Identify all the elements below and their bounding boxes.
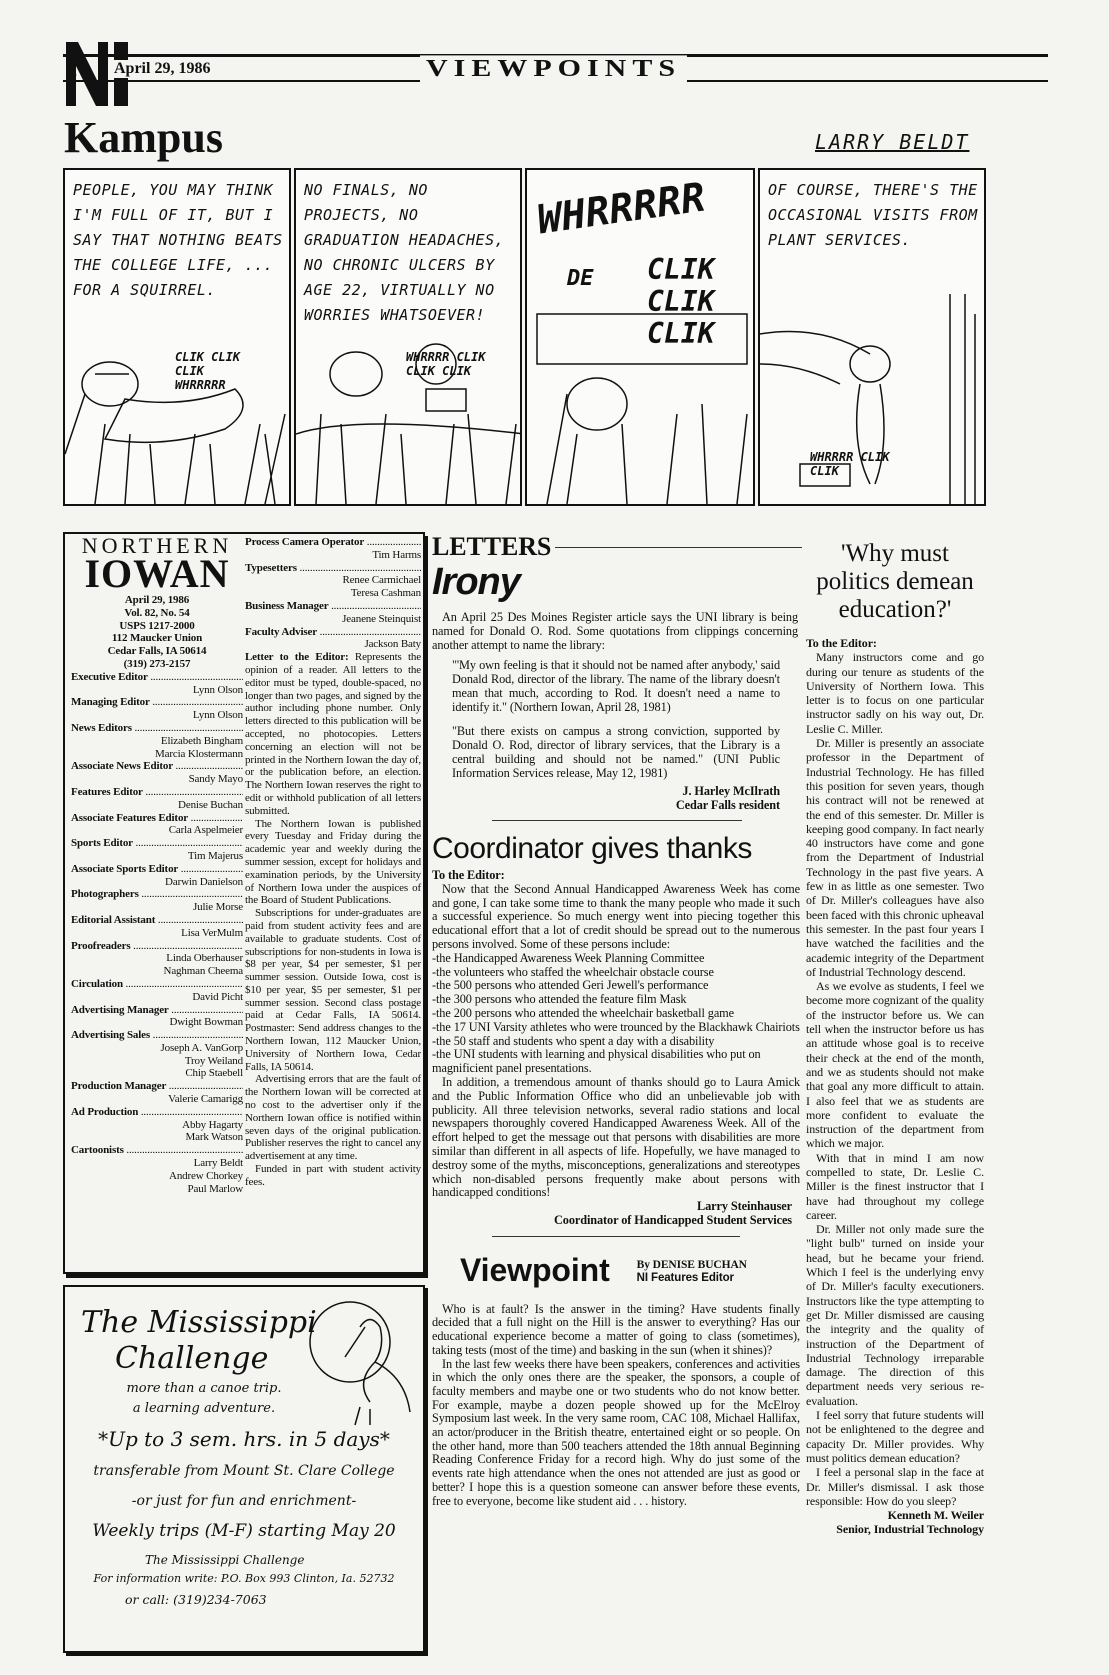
staff-name: Dwight Bowman bbox=[169, 1016, 243, 1029]
staff-name: Lisa VerMulm bbox=[181, 926, 243, 939]
viewpoint-header bbox=[432, 1251, 800, 1289]
staff-name: Linda Oberhauser bbox=[166, 952, 243, 965]
staff-name: Darwin Danielson bbox=[165, 875, 243, 888]
divider bbox=[492, 1236, 740, 1237]
letter-author: Larry Steinhauser bbox=[697, 1199, 792, 1214]
ad-fun: -or just for fun and enrichment- bbox=[131, 1493, 357, 1509]
staff-role: Typesetters ..... bbox=[245, 562, 421, 575]
ad-phone: or call: (319)234-7063 bbox=[125, 1592, 267, 1607]
staff-role: Executive Editor ..... bbox=[71, 671, 243, 684]
staff-role: Sports Editor ..... bbox=[71, 837, 243, 850]
paragraph: With that in mind I am now compelled to state, Dr. Leslie C. Miller is the finest instructor that I have had throughout my college career. bbox=[806, 1150, 984, 1222]
staff-name: Larry Beldt bbox=[193, 1157, 243, 1170]
staff-name: Lynn Olson bbox=[192, 709, 243, 722]
list-item: -the 500 persons who attended Geri Jewell's performance bbox=[432, 978, 709, 993]
staff-role: Advertising Manager ..... bbox=[71, 1004, 243, 1017]
staff-role: Process Camera Operator ..... bbox=[245, 536, 421, 549]
paragraph: Dr. Miller is presently an associate professor in the Department of Industrial Technology. He has filled this position for seven years, though his contract will not be renewed at the end of this semester. Dr. Miller is keeping good company. In fact nearly 40 instructors have come and gone from the Department of Industrial Technology in the past five years. A few in as little as one semester. Two of Dr. Miller's colleagues have also been faced with this chronic upheaval this semester. In the past four years I have watched the facilities and the academic integrity of the Department of Industrial Technology descend. bbox=[806, 736, 984, 979]
subscription-info: Subscriptions for under-graduates are paid from student activity fees and are available to graduate students. Cost of subscriptions for non-students in Iowa is $8 per year, $4 per semester, $1 per summer session. Outside Iowa, cost is $10 per year, $5 per semester, $1 per summer session. Second class postage paid at Cedar Falls, IA 50614. Postmaster: Send address changes to the Northern Iowan, 112 Maucker Union, University of Northern Iowa, Cedar Falls, IA 50614. bbox=[245, 907, 421, 1073]
staff-role: Ad Production ..... bbox=[71, 1106, 243, 1119]
staff-name: Carla Aspelmeier bbox=[168, 824, 243, 837]
policy-label: Letter to the Editor: bbox=[245, 651, 349, 664]
letter-quote: "'My own feeling is that it should not be named after anybody,' said Donald Rod, director of the library. The name of the library doesn't mean that much, according to Rod. It doesn't need a name to identify it." (Northern Iowan, April 28, 1981) bbox=[452, 658, 780, 714]
staff-name: Jackson Baty bbox=[364, 638, 421, 651]
staff-name: Naghman Cheema bbox=[163, 965, 243, 978]
info-line: Cedar Falls, IA 50614 bbox=[107, 645, 207, 658]
staff-name: Tim Harms bbox=[372, 548, 421, 561]
sound-effect: WHRRRRR bbox=[534, 174, 708, 244]
staff-name: Abby Hagarty bbox=[182, 1118, 243, 1131]
staff-role: Editorial Assistant ..... bbox=[71, 914, 243, 927]
divider bbox=[492, 820, 742, 821]
staff-role: Advertising Sales ..... bbox=[71, 1029, 243, 1042]
paragraph: Now that the Second Annual Handicapped Awareness Week has come and gone, I can take some time to thank the many people who made it such a successful experience. So much energy went into piecing together this educational effort that a lot of credit should be spread out to the numerous persons involved. Some of these persons include: bbox=[432, 881, 800, 951]
staff-role: Associate Sports Editor ..... bbox=[71, 863, 243, 876]
byline bbox=[637, 1259, 747, 1285]
ad-tagline-1: more than a canoe trip. bbox=[126, 1381, 282, 1396]
letter-headline: Irony bbox=[432, 561, 520, 603]
ad-org: The Mississippi Challenge bbox=[145, 1553, 305, 1567]
sound-effect: CLIK CLIK CLIK bbox=[647, 253, 715, 350]
staff-role: Business Manager ..... bbox=[245, 600, 421, 613]
info-line: (319) 273-2157 bbox=[123, 657, 191, 670]
letter-author-title: Coordinator of Handicapped Student Services bbox=[553, 1212, 792, 1227]
divider bbox=[555, 547, 802, 548]
ad-title-line-2: Challenge bbox=[115, 1341, 269, 1376]
advertising-errors-info: Advertising errors that are the fault of the Northern Iowan will be corrected at no cost to the advertiser only if the Northern Iowan office is notified within seven days of the original publication. Publisher reserves the right to cancel any advertisement at any time. bbox=[245, 1073, 421, 1163]
staff-role: Features Editor ..... bbox=[71, 786, 243, 799]
section-title: VIEWPOINTS bbox=[420, 55, 687, 82]
staff-name: Marcia Klostermann bbox=[154, 747, 243, 760]
staff-name: Troy Weiland bbox=[184, 1054, 243, 1067]
list-item: -the 17 UNI Varsity athletes who were trounced by the Blackhawk Chairiots bbox=[432, 1019, 800, 1034]
salutation: To the Editor: bbox=[432, 868, 505, 882]
staff-role: News Editors ..... bbox=[71, 722, 243, 735]
staff-list bbox=[245, 536, 421, 651]
info-line: 112 Maucker Union bbox=[111, 632, 203, 645]
ad-contact: For information write: P.O. Box 993 Clinton, Ia. 52732 bbox=[93, 1572, 395, 1585]
staff-list bbox=[71, 671, 243, 1196]
paragraph: I feel sorry that future students will not be enlightened to the degree and capacity Dr. Miller provides. Why must politics demean education? bbox=[806, 1408, 984, 1465]
staff-role: Faculty Adviser ..... bbox=[245, 626, 421, 639]
paper-name: IOWAN bbox=[84, 551, 230, 596]
letter-author-title: Cedar Falls resident bbox=[675, 798, 780, 812]
letter-author: J. Harley McIlrath bbox=[682, 784, 780, 798]
staff-name: Renee Carmichael bbox=[342, 574, 421, 587]
staff-name: Elizabeth Bingham bbox=[160, 734, 243, 747]
squirrel-drawing-icon bbox=[65, 304, 291, 504]
issue-date: April 29, 1986 bbox=[110, 60, 214, 78]
masthead-left-column bbox=[71, 533, 243, 1195]
sound-effect: WHRRRR CLIK CLIK CLIK bbox=[406, 350, 486, 378]
list-item: -the UNI students with learning and physical disabilities who put on magnificient panel presentations. bbox=[432, 1047, 761, 1076]
staff-name: Joseph A. VanGorp bbox=[160, 1041, 243, 1054]
publication-info: The Northern Iowan is published every Tuesday and Friday during the academic year and weekly during the summer session, except for holidays and examination periods, by the University of Northern Iowa under the auspices of the Board of Student Publications. bbox=[245, 817, 421, 907]
salutation: To the Editor: bbox=[806, 636, 877, 650]
page-number: 2 bbox=[68, 60, 77, 80]
byline-title: NI Features Editor bbox=[636, 1271, 734, 1284]
info-line: April 29, 1986 bbox=[124, 594, 190, 606]
staff-name: Julie Morse bbox=[193, 901, 243, 914]
staff-role: Managing Editor ..... bbox=[71, 696, 243, 709]
staff-name: Andrew Chorkey bbox=[169, 1169, 243, 1182]
comic-artist: LARRY BELDT bbox=[815, 130, 970, 154]
speech-text: NO FINALS, NO PROJECTS, NO GRADUATION HEADACHES, NO CHRONIC ULCERS BY AGE 22, VIRTUALLY NO WORRIES WHATSOEVER! bbox=[304, 181, 505, 324]
paragraph: As we evolve as students, I feel we become more cognizant of the quality of the instructor before us. We can tell when the instructor before us has an attitude whose goal is to receive their check at the end of the month, and we as students should not make that goal any more difficult to attain. I also feel that we as students are more confident to evaluate the instruction of the department from which we major. bbox=[806, 979, 984, 1151]
ad-trips: Weekly trips (M-F) starting May 20 bbox=[92, 1521, 396, 1541]
byline-author: By DENISE BUCHAN bbox=[636, 1258, 747, 1271]
speech-text: PEOPLE, YOU MAY THINK I'M FULL OF IT, BUT I SAY THAT NOTHING BEATS THE COLLEGE LIFE, ... FOR A SQUIRREL. bbox=[73, 181, 283, 299]
list-item: -the volunteers who staffed the wheelchair obstacle course bbox=[432, 964, 714, 979]
letter-intro: An April 25 Des Moines Register article says the UNI library is being named for Donald O. Rod. Some quotations from clippings concerning another attempt to name the library: bbox=[432, 610, 798, 652]
staff-role: Associate Features Editor ..... bbox=[71, 812, 243, 825]
policy-text: Represents the opinion of a reader. All letters to the editor must be typed, double-spaced, no longer than two pages, and signed by the author including phone number. Only letters directed to this publication will be accepted, no photocopies. Letters concerning an election will not be printed in the Northern Iowan the day of, or the publication before, an election. The Northern Iowan reserves the right to edit or withhold publication of all letters submitted. bbox=[245, 651, 421, 817]
letter-why-must-politics bbox=[806, 540, 984, 1537]
staff-name: Jeanene Steinquist bbox=[342, 612, 421, 625]
staff-role: Cartoonists ..... bbox=[71, 1144, 243, 1157]
staff-name: Teresa Cashman bbox=[350, 587, 421, 600]
ad-title-line-1: The Mississippi bbox=[81, 1305, 317, 1340]
list-item: -the 50 staff and students who spent a day with a disability bbox=[432, 1033, 715, 1048]
paragraph: Dr. Miller not only made sure the "light bulb" turned on inside your head, but he became your friend. Which I feel is the underlying envy of Dr. Miller's faculty executioners. Instructors like the type attempting to get Dr. Miller dismissed are causing the integrity and the quality of instruction of the Department of Industrial Technology irreparable damage. The direction of this department needs very serious re-evaluation. bbox=[806, 1222, 984, 1408]
list-item: -the 200 persons who attended the wheelchair basketball game bbox=[432, 1005, 734, 1020]
staff-role: Production Manager ..... bbox=[71, 1080, 243, 1093]
letter-policy bbox=[245, 651, 421, 817]
paragraph: In addition, a tremendous amount of thanks should go to Laura Amick and the Public Information Office who did an unbelievable job with publicity. All three television networks, several radio stations and local newspapers thoroughly covered Handicapped Awareness Week. All of the effort helped to get the message out that persons with disabilities are more similar than different in all aspects of life. Hopefully, we have managed to destroy some of the myths, misconceptions, generalizations and stereotypes which non-disabled persons frequently make about persons with handicapped conditions! bbox=[432, 1074, 800, 1200]
sound-effect: CLIK CLIK CLIK WHRRRRR bbox=[175, 350, 241, 392]
staff-role: Photographers ..... bbox=[71, 888, 243, 901]
list-item: -the 300 persons who attended the feature film Mask bbox=[432, 992, 687, 1007]
column-headline: Viewpoint bbox=[460, 1251, 610, 1288]
paper-name-top: NORTHERN bbox=[81, 533, 233, 558]
info-line: USPS 1217-2000 bbox=[119, 619, 195, 632]
paragraph: In the last few weeks there have been speakers, conferences and activities in which the only ones there are the speaker, the sponsors, a couple of faculty members and maybe one or two students who do not know better. For example, maybe a dozen people showed up for the McElroy Symposium last week. In the very same room, CAC 108, Michael Hallifax, an actor/producer in the British theatre, entertained eight or so people. On the other hand, more than 500 teachers attended the 18th annual Beginning Reading Conference Friday for a record high. Why do just some of the events rate high attendance when the ones not attended are just as good or better? I hope this is a question someone can answer before these events, free to everyone, become like student aid . . . history. bbox=[432, 1356, 800, 1508]
staff-role: Associate News Editor ..... bbox=[71, 760, 243, 773]
paragraph: I feel a personal slap in the face at Dr. Miller's dismissal. I ask those responsible: How do you sleep? bbox=[806, 1465, 984, 1508]
middle-column bbox=[432, 532, 802, 1508]
letter-headline: 'Why must politics demean education?' bbox=[816, 540, 974, 623]
letter-author-title: Senior, Industrial Technology bbox=[836, 1522, 984, 1537]
paragraph: Who is at fault? Is the answer in the timing? Have students finally decided that a full night on the Hill is the answer to everything? Has our educational experience become a matter of going to class (sometimes), taking tests (most of the time) and basking in the sun (when it shines)? bbox=[432, 1301, 800, 1357]
staff-name: David Picht bbox=[192, 990, 243, 1003]
staff-name: Paul Marlow bbox=[187, 1182, 243, 1195]
list-item: -the Handicapped Awareness Week Planning Committee bbox=[432, 950, 705, 965]
masthead-box bbox=[63, 532, 425, 1274]
staff-name: Sandy Mayo bbox=[188, 773, 243, 786]
comic-panel-1 bbox=[63, 168, 291, 506]
sign-text: DE bbox=[567, 266, 594, 291]
speech-text: OF COURSE, THERE'S THE OCCASIONAL VISITS FROM PLANT SERVICES. bbox=[768, 181, 978, 249]
paragraph: Many instructors come and go during our tenure as students of the University of Northern Iowa. This letter is to focus on one particular instructor sadly on his way out, Dr. Leslie C. Miller. bbox=[806, 650, 984, 736]
masthead-right-column bbox=[245, 536, 421, 1189]
letter-headline: Coordinator gives thanks bbox=[432, 832, 752, 865]
ad-transfer: transferable from Mount St. Clare College bbox=[93, 1463, 395, 1479]
staff-role: Proofreaders ..... bbox=[71, 940, 243, 953]
letter-author: Kenneth M. Weiler bbox=[887, 1508, 984, 1523]
sound-effect: WHRRRR CLIK CLIK bbox=[810, 450, 890, 478]
letter-quote: "But there exists on campus a strong conviction, supported by Donald O. Rod, director of library services, that the Library is a central building and should not be named." (UNI Public Information Services release, May 12, 1981) bbox=[452, 724, 780, 780]
thanks-list bbox=[432, 952, 800, 1076]
letter-coordinator bbox=[432, 831, 800, 1237]
staff-name: Chip Staebell bbox=[185, 1067, 243, 1080]
staff-name: Denise Buchan bbox=[178, 798, 243, 811]
squirrel-drawing-icon bbox=[296, 304, 522, 504]
ad-credits: *Up to 3 sem. hrs. in 5 days* bbox=[98, 1427, 390, 1451]
comic-panel-3 bbox=[525, 168, 755, 506]
mississippi-challenge-ad bbox=[63, 1285, 425, 1653]
funding-info: Funded in part with student activity fees. bbox=[245, 1163, 421, 1188]
viewpoint-column bbox=[432, 1251, 800, 1509]
comic-title: Kampus bbox=[64, 113, 223, 162]
staff-name: Tim Majerus bbox=[187, 849, 243, 862]
letter-irony bbox=[432, 532, 802, 821]
staff-name: Lynn Olson bbox=[192, 683, 243, 696]
staff-name: Valerie Camarigg bbox=[168, 1093, 243, 1106]
staff-name: Mark Watson bbox=[185, 1131, 243, 1144]
ad-tagline-2: a learning adventure. bbox=[132, 1401, 276, 1416]
comic-panel-2 bbox=[294, 168, 522, 506]
staff-role: Circulation ..... bbox=[71, 978, 243, 991]
comic-panel-4 bbox=[758, 168, 986, 506]
paper-info bbox=[71, 594, 243, 671]
info-line: Vol. 82, No. 54 bbox=[124, 606, 190, 619]
letters-section-heading: LETTERS bbox=[432, 532, 552, 561]
